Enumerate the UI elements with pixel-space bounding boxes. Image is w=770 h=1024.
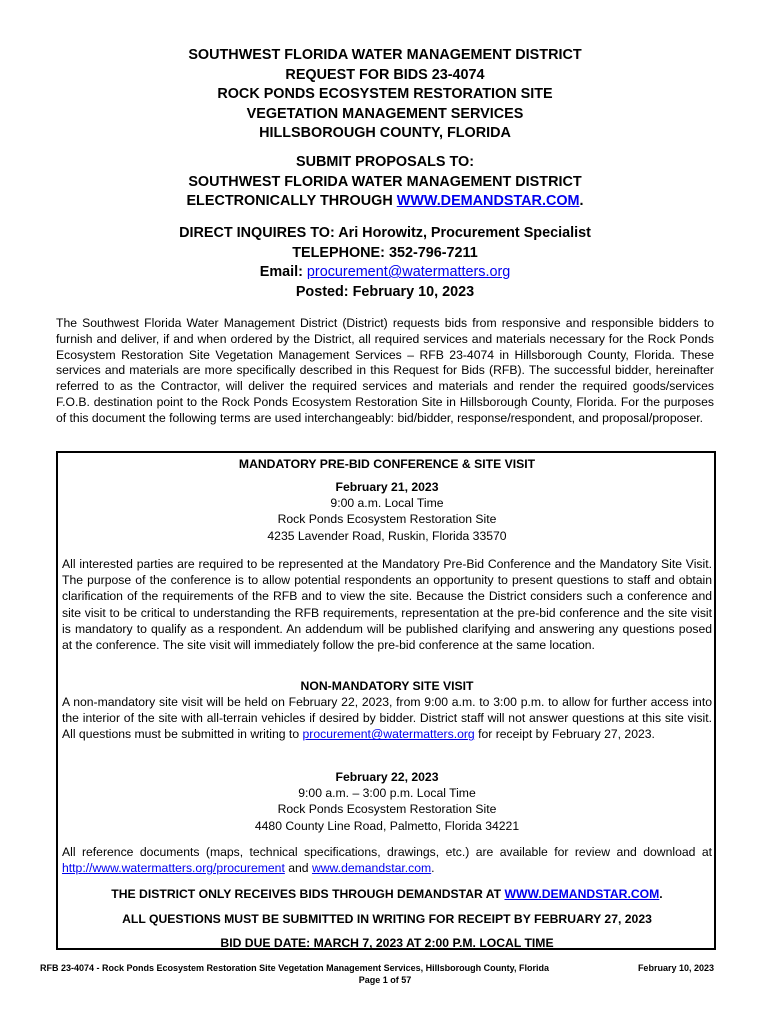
nonmandatory-text-pre: A non-mandatory site visit will be held on February 22, 2023, from 9:00 a.m. to 3:00 p.m. to allow for further access into the interior of the site with all-terrain vehicles if desired by bidder. District staff will not answer questions at this site visit. All questions must be submitted in writing to [62,695,712,742]
inquiry-contact: DIRECT INQUIRES TO: Ari Horowitz, Procurement Specialist [179,225,591,241]
submit-heading: SUBMIT PROPOSALS TO: [295,154,475,170]
reference-text-mid: and [284,861,312,876]
nonmandatory-title: NON-MANDATORY SITE VISIT [300,679,474,693]
mandatory-site: Rock Ponds Ecosystem Restoration Site [277,512,497,527]
submit-suffix: . [579,193,584,209]
title-line-rfb: REQUEST FOR BIDS 23-4074 [285,66,485,83]
title-line-district: SOUTHWEST FLORIDA WATER MANAGEMENT DISTRICT [188,47,582,63]
submit-block [0,153,770,212]
demandstar-link[interactable]: WWW.DEMANDSTAR.COM [396,193,580,209]
nonmandatory-address: 4480 County Line Road, Palmetto, Florida 34221 [254,818,520,833]
mandatory-date: February 21, 2023 [335,480,439,494]
mandatory-title: MANDATORY PRE-BID CONFERENCE & SITE VISIT [238,457,536,471]
posted-date: Posted: February 10, 2023 [295,283,475,300]
bid-info-box [56,451,716,950]
inquiry-telephone: TELEPHONE: 352-796-7211 [292,244,478,261]
bid-due-date: BID DUE DATE: MARCH 7, 2023 AT 2:00 P.M. LOCAL TIME [220,936,554,950]
submit-prefix: ELECTRONICALLY THROUGH [186,193,397,209]
mandatory-address: 4235 Lavender Road, Ruskin, Florida 33570 [267,528,507,543]
nonmandatory-time: 9:00 a.m. – 3:00 p.m. Local Time [298,786,476,801]
intro-paragraph: The Southwest Florida Water Management District (District) requests bids from responsive and responsible bidders to furnish and deliver, if and when ordered by the District, all required services and materials necessary for the Rock Ponds Ecosystem Restoration Site Vegetation Management Services – RFB 23-4074 in Hillsborough County, Florida. These services and materials are more specifically described in this Request for Bids (RFB). The successful bidder, hereinafter referred to as the Contractor, will deliver the required services and materials and render the required goods/services F.O.B. destination point to the Rock Ponds Ecosystem Restoration Site in Hillsborough County, Florida. For the purposes of this document the following terms are used interchangeably: bid/bidder, response/respondent, and proposal/proposer. [56,316,714,425]
nonmandatory-paragraph [62,694,712,743]
mandatory-time: 9:00 a.m. Local Time [330,496,444,511]
nonmandatory-text-post: for receipt by February 27, 2023. [474,727,655,742]
mandatory-paragraph: All interested parties are required to be represented at the Mandatory Pre-Bid Conference and the Mandatory Site Visit. The purpose of the conference is to allow potential respondents an opportunity to present questions to staff and obtain clarification of the requirements of the RFB and to view the site. Because the District considers such a conference and site visit to be critical to understanding the RFB requirements, representation at the pre-bid conference and the site visit is mandatory to qualify as a respondent. An addendum will be published clarifying and answering any questions posed at the conference. The site visit will immediately follow the pre-bid conference at the same location. [62,557,712,653]
title-line-site: ROCK PONDS ECOSYSTEM RESTORATION SITE [217,86,553,102]
only-bids-notice [62,886,712,902]
submit-district: SOUTHWEST FLORIDA WATER MANAGEMENT DISTRICT [188,173,582,190]
nonmandatory-date: February 22, 2023 [335,770,439,784]
footer-date: February 10, 2023 [637,963,714,973]
only-bids-suffix: . [659,887,663,901]
nonmandatory-email-link[interactable]: procurement@watermatters.org [302,727,475,742]
reference-text-pre: All reference documents (maps, technical specifications, drawings, etc.) are available for review and download at [62,845,712,859]
title-line-county: HILLSBOROUGH COUNTY, FLORIDA [259,125,511,141]
procurement-email-link[interactable]: procurement@watermatters.org [306,264,511,280]
demandstar-lower-link[interactable]: www.demandstar.com [311,861,432,876]
only-bids-text: THE DISTRICT ONLY RECEIVES BIDS THROUGH DEMANDSTAR AT [111,887,505,901]
demandstar-bids-link[interactable]: WWW.DEMANDSTAR.COM [504,887,660,901]
title-block [0,46,770,144]
inquiry-email [0,263,770,283]
footer-page-number: Page 1 of 57 [358,975,412,985]
reference-text-post: . [431,861,435,876]
watermatters-procurement-link[interactable]: http://www.watermatters.org/procurement [62,861,285,876]
footer-document-title: RFB 23-4074 - Rock Ponds Ecosystem Restoration Site Vegetation Management Services, Hillsborough County, Florida [40,963,549,973]
title-line-services: VEGETATION MANAGEMENT SERVICES [246,105,524,122]
nonmandatory-site: Rock Ponds Ecosystem Restoration Site [277,802,497,817]
reference-paragraph [62,844,712,876]
submit-electronically [0,192,770,212]
mandatory-details [62,479,712,544]
nonmandatory-details [62,769,712,834]
questions-deadline: ALL QUESTIONS MUST BE SUBMITTED IN WRITING FOR RECEIPT BY FEBRUARY 27, 2023 [122,912,652,926]
email-label: Email: [259,264,307,280]
inquiry-block [0,224,770,302]
